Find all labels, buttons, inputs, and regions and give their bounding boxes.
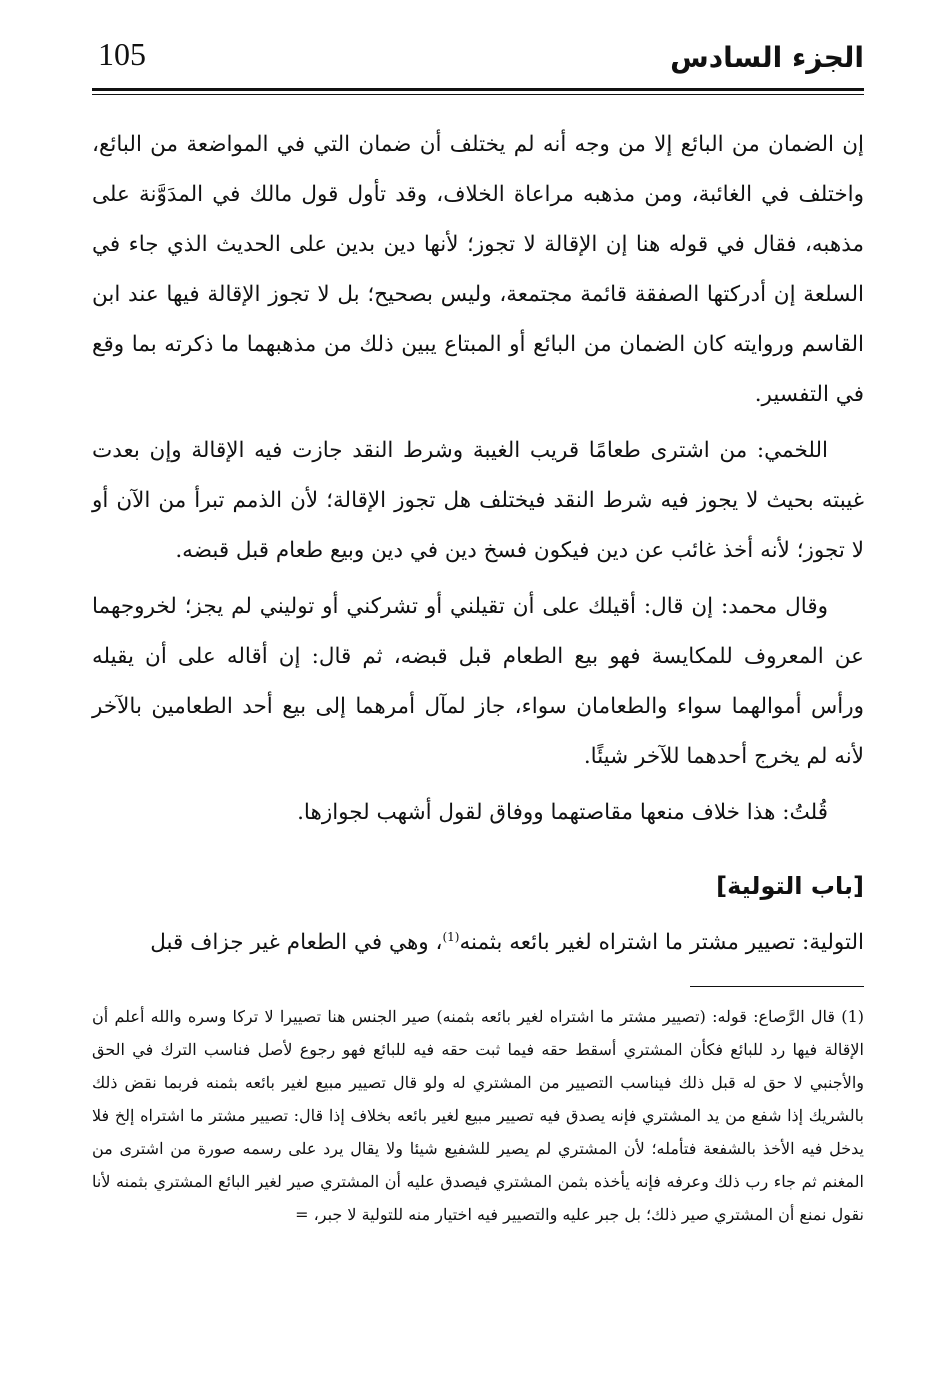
- paragraph-text: التولية: تصيير مشتر ما اشتراه لغير بائعه بثمنه: [459, 930, 864, 955]
- running-head: الجزء السادس: [670, 41, 864, 74]
- page-number: 105: [98, 36, 146, 72]
- paragraph: قُلتُ: هذا خلاف منعها مقاصتهما ووفاق لقول أشهب لجوازها.: [297, 800, 828, 825]
- header-rule: [92, 88, 864, 91]
- footnote-ref: (1): [442, 929, 460, 944]
- footnote: (1) قال الرَّصاع: قوله: (تصيير مشتر ما اشتراه لغير بائعه بثمنه) صير الجنس هنا تصييرا لا تركا وسره والله أعلم أن الإقالة فيها رد للبائع فكأن المشتري أسقط حقه فيما ثبت حقه فيه للبائع فهو رجوع لأصل فناسب الترك في الحق والأجنبي لا حق له قبل ذلك فيناسب التصيير من المشتري له ولو قال تصيير مبيع لغير بائعه بثمنه فربما نقض ذلك بالشريك إذا شفع من يد المشتري فإنه يصدق فيه تصيير مبيع لغير بائعه بخلاف إذا قال: تصيير مشتر ما اشتراه إلخ فلا يدخل فيه الأخذ بالشفعة فتأمله؛ لأن المشتري لم يصير للشفيع شيئا ولا يقال يرد على رسمه صورة من اشترى من المغنم ثم جاء رب ذلك وعرفه فإنه يأخذه بثمن المشتري فيصدق عليه أن المشتري صير لغير البائع المشتري بثمنه لأنا نقول نمنع أن المشتري صير ذلك؛ بل جبر عليه والتصيير فيه اختيار منه للتولية لا جبر، =: [92, 1007, 865, 1224]
- footnotes: [92, 1000, 864, 1231]
- paragraph: إن الضمان من البائع إلا من وجه أنه لم يختلف أن ضمان التي في المواضعة من البائع، واختلف في الغائبة، ومن مذهبه مراعاة الخلاف، وقد تأول قول مالك في المدَوَّنة على مذهبه، فقال في قوله هنا إن الإقالة لا تجوز؛ لأنها دين بدين على الحديث الذي جاء في السلعة إن أدركتها الصفقة قائمة مجتمعة، وليس بصحيح؛ بل لا تجوز الإقالة فيها عند ابن القاسم وروايته كان الضمان من البائع أو المبتاع يبين ذلك من مذهبهما ما ذكرته بما وقع في التفسير.: [92, 132, 864, 407]
- section-heading: [باب التولية]: [716, 872, 864, 900]
- paragraph-text: ، وهي في الطعام غير جزاف قبل: [150, 930, 443, 955]
- paragraph: وقال محمد: إن قال: أقيلك على أن تقيلني أو تشركني أو توليني لم يجز؛ لخروجهما عن المعروف للمكايسة فهو بيع الطعام قبل قبضه، ثم قال: إن أقاله على أن يقيله ورأس أموالهما سواء والطعامان سواء، جاز لمآل أمرهما إلى بيع أحد الطعامين بالآخر لأنه لم يخرج أحدهما للآخر شيئًا.: [92, 594, 864, 769]
- paragraph: اللخمي: من اشترى طعامًا قريب الغيبة وشرط النقد جازت فيه الإقالة وإن بعدت غيبته بحيث لا يجوز فيه شرط النقد فيختلف هل تجوز الإقالة؛ لأن الذمم تبرأ من الآن أو لا تجوز؛ لأنه أخذ غائب عن دين فيكون فسخ دين في دين وبيع طعام قبل قبضه.: [92, 438, 864, 563]
- paragraph: [92, 918, 864, 968]
- main-text: [92, 120, 864, 968]
- footnote-separator: [690, 986, 864, 987]
- page-header: [92, 30, 864, 90]
- header-rule-thin: [92, 94, 864, 95]
